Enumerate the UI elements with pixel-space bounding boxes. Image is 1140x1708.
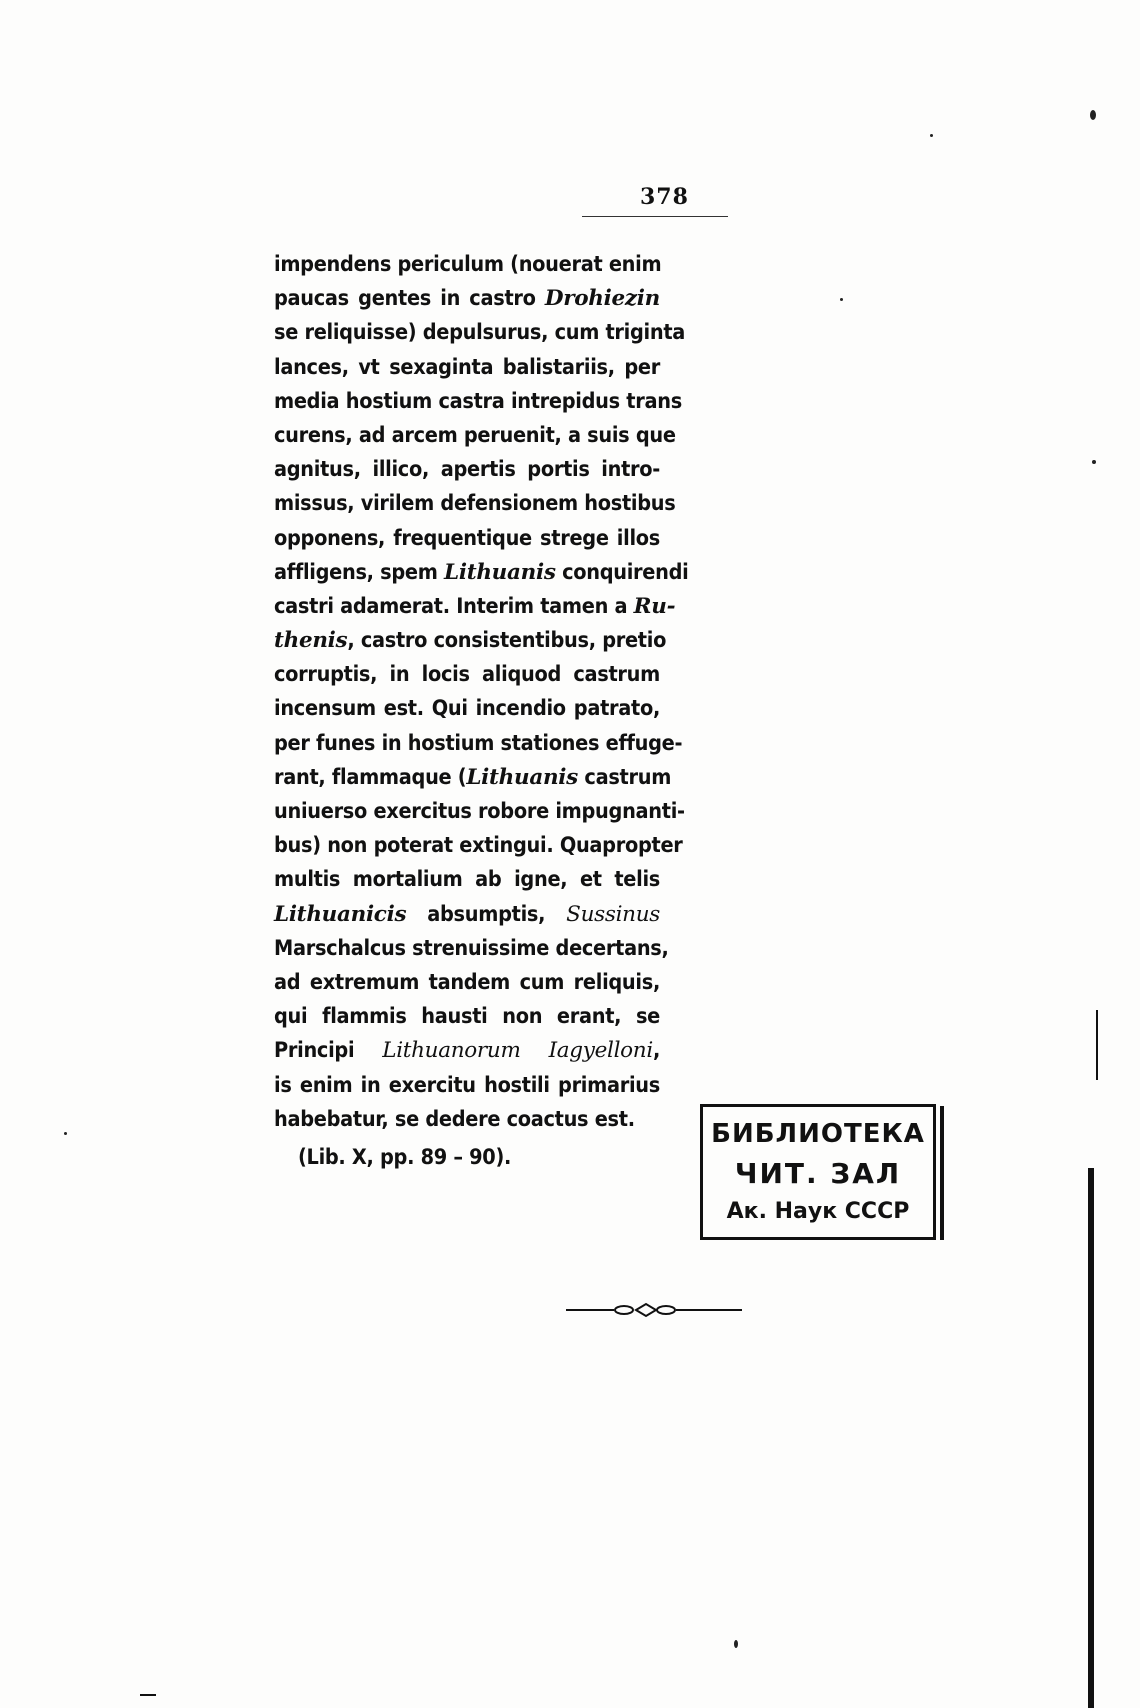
text-segment: bus) non poterat extingui. Quapropter — [274, 833, 683, 859]
italic-name: Drohiezin — [544, 286, 660, 312]
text-segment: affligens, spem — [274, 559, 445, 585]
text-line — [274, 487, 676, 521]
text-segment: is enim in exercitu hostili primarius — [274, 1072, 660, 1098]
speck — [1092, 460, 1096, 464]
text-line — [274, 1034, 660, 1068]
italic-name: Lithuanorum Iagyelloni — [382, 1038, 653, 1064]
text-line — [274, 556, 689, 590]
text-line — [274, 453, 660, 487]
text-segment: uniuerso exercitus robore impugnanti- — [274, 799, 685, 824]
stamp-line-library: БИБЛИОТЕКА — [711, 1119, 925, 1149]
text-segment: impendens periculum (nouerat enim — [274, 252, 662, 277]
text-line — [274, 795, 685, 829]
binding-edge-line — [1096, 1010, 1098, 1080]
text-segment: curens, ad arcem peruenit, a suis que — [274, 422, 676, 448]
italic-name: Ru- — [633, 593, 676, 619]
text-segment: lances, vt sexaginta balistariis, per — [274, 354, 660, 380]
binding-edge-line — [940, 1106, 944, 1240]
text-segment: incensum est. Qui incendio patrato, — [274, 696, 660, 722]
text-segment: missus, virilem defensionem hostibus — [274, 491, 676, 517]
text-line — [274, 590, 676, 624]
text-line — [274, 829, 683, 863]
text-line — [274, 932, 669, 966]
text-line — [274, 692, 660, 726]
text-line — [274, 351, 660, 385]
text-segment: se reliquisse) depulsurus, cum triginta — [274, 320, 686, 346]
text-line — [274, 863, 660, 897]
text-segment: media hostium castra intrepidus trans — [274, 388, 682, 414]
text-segment: corruptis, in locis aliquod castrum — [274, 662, 660, 688]
text-line — [274, 966, 660, 1000]
text-segment: conquirendi — [555, 559, 689, 585]
binding-edge-line — [140, 1694, 156, 1696]
text-segment: absumptis, — [406, 901, 567, 927]
text-segment: , — [652, 1038, 660, 1064]
citation: (Lib. X, pp. 89 – 90). — [298, 1144, 512, 1170]
text-line — [274, 316, 686, 350]
text-segment: Principi — [274, 1038, 383, 1064]
text-segment: multis mortalium ab igne, et telis — [274, 867, 660, 893]
header-rule — [582, 216, 728, 217]
body-text — [274, 248, 689, 1175]
stamp-line-reading-room: ЧИТ. ЗАЛ — [734, 1157, 902, 1190]
text-segment: qui flammis hausti non erant, se — [274, 1004, 660, 1030]
text-segment: Marschalcus strenuissime decertans, — [274, 935, 669, 961]
text-segment: , castro consistentibus, pretio — [347, 628, 667, 654]
text-line — [274, 1069, 660, 1103]
italic-name: Lithuanicis — [274, 901, 407, 927]
text-segment: rant, flammaque ( — [274, 764, 467, 790]
italic-name: Lithuanis — [444, 559, 556, 585]
text-line — [274, 1000, 660, 1034]
italic-name: Sussinus — [566, 901, 660, 927]
text-line — [274, 624, 667, 658]
binding-edge-line — [1088, 1168, 1094, 1708]
text-line — [274, 1103, 660, 1137]
text-segment: opponens, frequentique strege illos — [274, 525, 660, 551]
library-stamp — [700, 1104, 936, 1240]
speck — [840, 298, 843, 301]
text-line — [274, 727, 683, 761]
text-line — [274, 658, 660, 692]
speck — [734, 1640, 738, 1648]
speck — [1090, 110, 1096, 120]
text-line — [274, 898, 660, 932]
ornament-divider — [566, 1300, 742, 1320]
text-line — [274, 522, 660, 556]
text-line — [274, 385, 682, 419]
stamp-line-academy: Ак. Наук СССР — [726, 1199, 910, 1224]
text-segment: habebatur, se dedere coactus est. — [274, 1106, 635, 1132]
speck — [930, 134, 933, 137]
text-line — [274, 419, 676, 453]
text-line — [274, 282, 660, 316]
text-segment: castri adamerat. Interim tamen a — [274, 593, 634, 619]
text-segment: castrum — [577, 764, 672, 790]
text-segment: ad extremum tandem cum reliquis, — [274, 969, 660, 995]
page-number: 378 — [640, 184, 689, 210]
text-segment: agnitus, illico, apertis portis intro- — [274, 457, 660, 483]
italic-name: Lithuanis — [466, 764, 578, 790]
text-segment: per funes in hostium stationes effuge- — [274, 730, 683, 756]
italic-name: thenis — [274, 628, 348, 654]
speck — [64, 1132, 67, 1135]
text-segment: paucas gentes in castro — [274, 286, 545, 312]
text-line — [274, 761, 672, 795]
text-line — [274, 248, 660, 282]
